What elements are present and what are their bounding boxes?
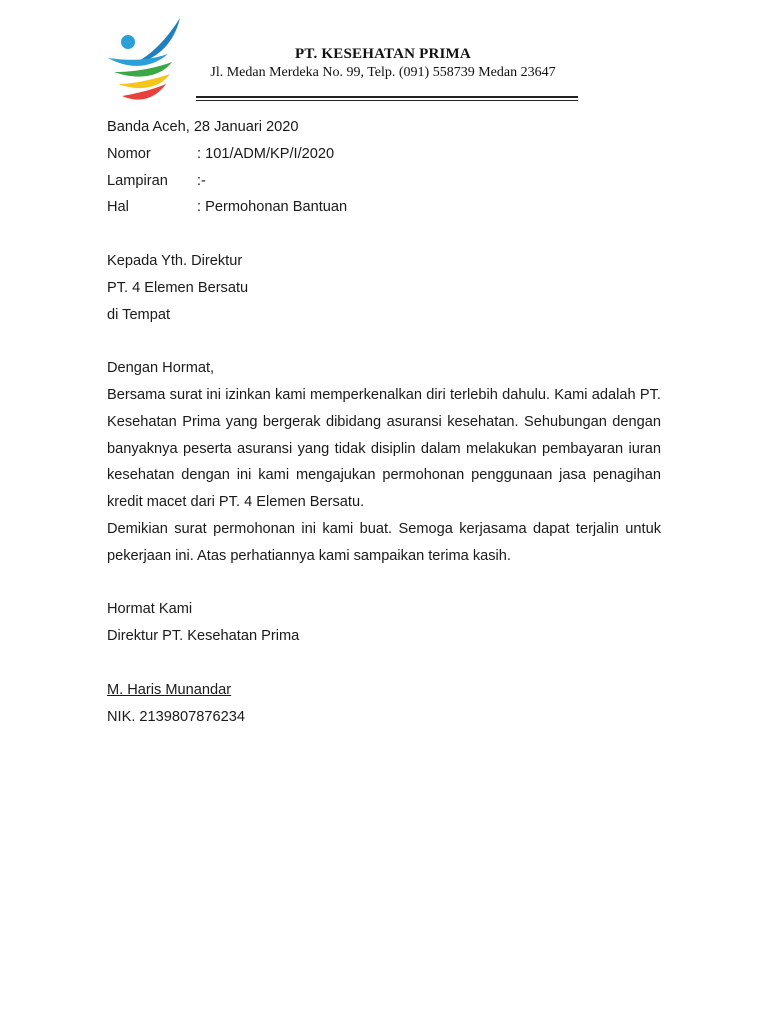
letter-body <box>107 114 661 730</box>
lampiran-value: :- <box>197 172 206 189</box>
recipient-line-1: Kepada Yth. Direktur <box>107 252 243 269</box>
body-paragraph-2: Demikian surat permohonan ini kami buat. Semoga kerjasama dapat terjalin untuk pekerjaan ini. Atas perhatiannya kami sampaikan terima kasih. <box>107 520 661 564</box>
body-paragraph-1: Bersama surat ini izinkan kami memperkenalkan diri terlebih dahulu. Kami adalah PT. Kesehatan Prima yang bergerak dibidang asuransi kesehatan. Sehubungan dengan banyaknya peserta asuransi yang tidak disiplin dalam melakukan pembayaran iuran kesehatan dengan ini kami mengajukan permohonan penggunaan jasa penagihan kredit macet dari PT. 4 Elemen Bersatu. <box>107 386 661 511</box>
lampiran-label: Lampiran <box>107 172 168 189</box>
hal-row <box>107 194 661 221</box>
letterhead-divider-thin <box>196 100 578 101</box>
signer-nik: NIK. 2139807876234 <box>107 708 245 725</box>
letterhead-divider <box>196 96 578 98</box>
signer-title: Direktur PT. Kesehatan Prima <box>107 628 300 645</box>
recipient-line-2: PT. 4 Elemen Bersatu <box>107 279 249 296</box>
hal-label: Hal <box>107 199 129 216</box>
nomor-row <box>107 141 661 168</box>
nomor-value: : 101/ADM/KP/I/2020 <box>197 145 335 162</box>
letterhead <box>196 46 570 81</box>
signer-name: M. Haris Munandar <box>107 681 232 698</box>
nomor-label: Nomor <box>107 145 151 162</box>
company-name: PT. KESEHATAN PRIMA <box>295 46 471 62</box>
company-logo-icon <box>104 14 190 110</box>
hal-value: : Permohonan Bantuan <box>197 199 348 216</box>
closing: Hormat Kami <box>107 601 193 618</box>
place-date: Banda Aceh, 28 Januari 2020 <box>107 119 299 135</box>
recipient-line-3: di Tempat <box>107 306 171 323</box>
company-address: Jl. Medan Merdeka No. 99, Telp. (091) 558739 Medan 23647 <box>210 65 556 80</box>
lampiran-row <box>107 168 661 195</box>
salutation: Dengan Hormat, <box>107 360 215 377</box>
